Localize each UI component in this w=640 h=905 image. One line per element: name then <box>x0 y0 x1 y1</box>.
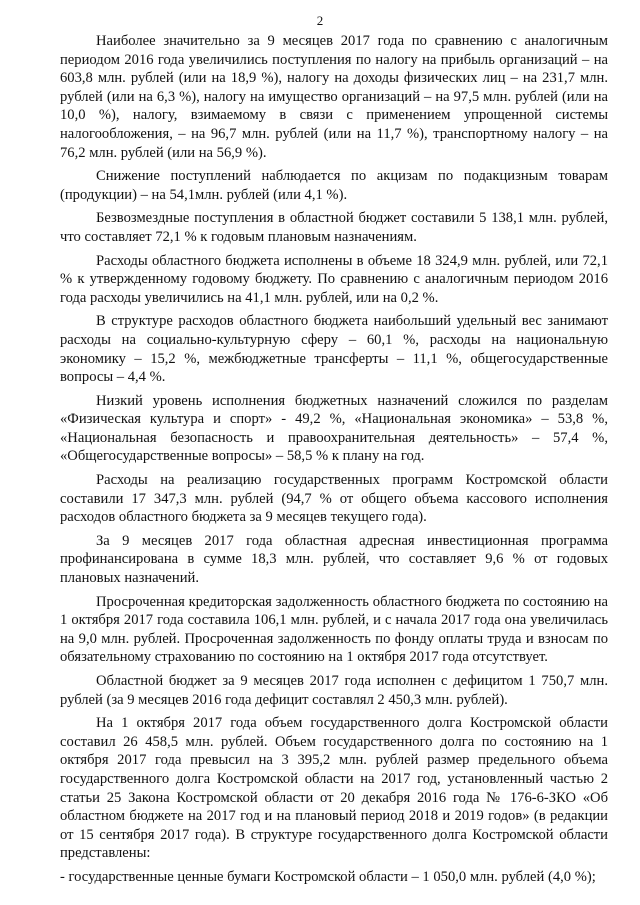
list-item-securities: - государственные ценные бумаги Костромской области – 1 050,0 млн. рублей (4,0 %); <box>60 868 596 885</box>
paragraph-grants: Безвозмездные поступления в областной бюджет составили 5 138,1 млн. рублей, что составляет 72,1 % к годовым плановым назначениям. <box>60 210 608 245</box>
paragraph-expenditure-structure: В структуре расходов областного бюджета наибольший удельный вес занимают расходы на социально-культурную сферу – 60,1 %, расходы на национальную экономику – 15,2 %, межбюджетные трансферты – 11,1 %, общегосударственные вопросы – 4,4 %. <box>60 313 608 386</box>
document-body <box>60 32 608 892</box>
page-number: 2 <box>316 13 324 28</box>
paragraph-state-debt: На 1 октября 2017 года объем государственного долга Костромской области составил 26 458,5 млн. рублей. Объем государственного долга по состоянию на 1 октября 2017 года превысил на 3 395,2 млн. рублей размер предельного объема государственного долга Костромской области на 2017 год, установленный частью 2 статьи 25 Закона Костромской области от 20 декабря 2016 года № 176-6-ЗКО «Об областном бюджете на 2017 год и на плановый период 2018 и 2019 годов» (в редакции от 15 сентября 2017 года). В структуре государственного долга Костромской области представлены: <box>60 715 608 862</box>
paragraph-low-execution: Низкий уровень исполнения бюджетных назначений сложился по разделам «Физическая культура и спорт» - 49,2 %, «Национальная экономика» – 53,8 %, «Национальная безопасность и правоохранительная деятельность» – 57,4 %, «Общегосударственные вопросы» – 58,5 % к плану на год. <box>60 392 608 465</box>
paragraph-expenditures: Расходы областного бюджета исполнены в объеме 18 324,9 млн. рублей, или 72,1 % к утвержденному годовому бюджету. По сравнению с аналогичным периодом 2016 года расходы увеличились на 41,1 млн. рублей, или на 0,2 %. <box>60 252 608 306</box>
paragraph-excise-decrease: Снижение поступлений наблюдается по акцизам по подакцизным товарам (продукции) – на 54,1млн. рублей (или 4,1 %). <box>60 168 608 203</box>
paragraph-overdue-debt: Просроченная кредиторская задолженность областного бюджета по состоянию на 1 октября 2017 года составила 106,1 млн. рублей, и с начала 2017 года она увеличилась на 9,0 млн. рублей. Просроченная задолженность по фонду оплаты труда и взносам по обязательному страхованию по состоянию на 1 октября 2017 года отсутствует. <box>60 593 608 666</box>
paragraph-tax-revenue-growth: Наиболее значительно за 9 месяцев 2017 года по сравнению с аналогичным периодом 2016 года увеличились поступления по налогу на прибыль организаций – на 603,8 млн. рублей (или на 18,9 %), налогу на доходы физических лиц – на 231,7 млн. рублей (или на 6,3 %), налогу на имущество организаций – на 97,5 млн. рублей (или на 10,0 %), налогу, взимаемому в связи с применением упрощенной системы налогообложения, – на 96,7 млн. рублей (или на 11,7 %), транспортному налогу – на 76,2 млн. рублей (или на 56,9 %). <box>60 33 608 161</box>
paragraph-investment-program: За 9 месяцев 2017 года областная адресная инвестиционная программа профинансирована в сумме 18,3 млн. рублей, что составляет 9,6 % от годовых плановых назначений. <box>60 532 608 587</box>
paragraph-state-programs: Расходы на реализацию государственных программ Костромской области составили 17 347,3 млн. рублей (94,7 % от общего объема кассового исполнения расходов областного бюджета за 9 месяцев текущего года). <box>60 472 608 526</box>
paragraph-deficit: Областной бюджет за 9 месяцев 2017 года исполнен с дефицитом 1 750,7 млн. рублей (за 9 месяцев 2016 года дефицит составлял 2 450,3 млн. рублей). <box>60 673 608 708</box>
